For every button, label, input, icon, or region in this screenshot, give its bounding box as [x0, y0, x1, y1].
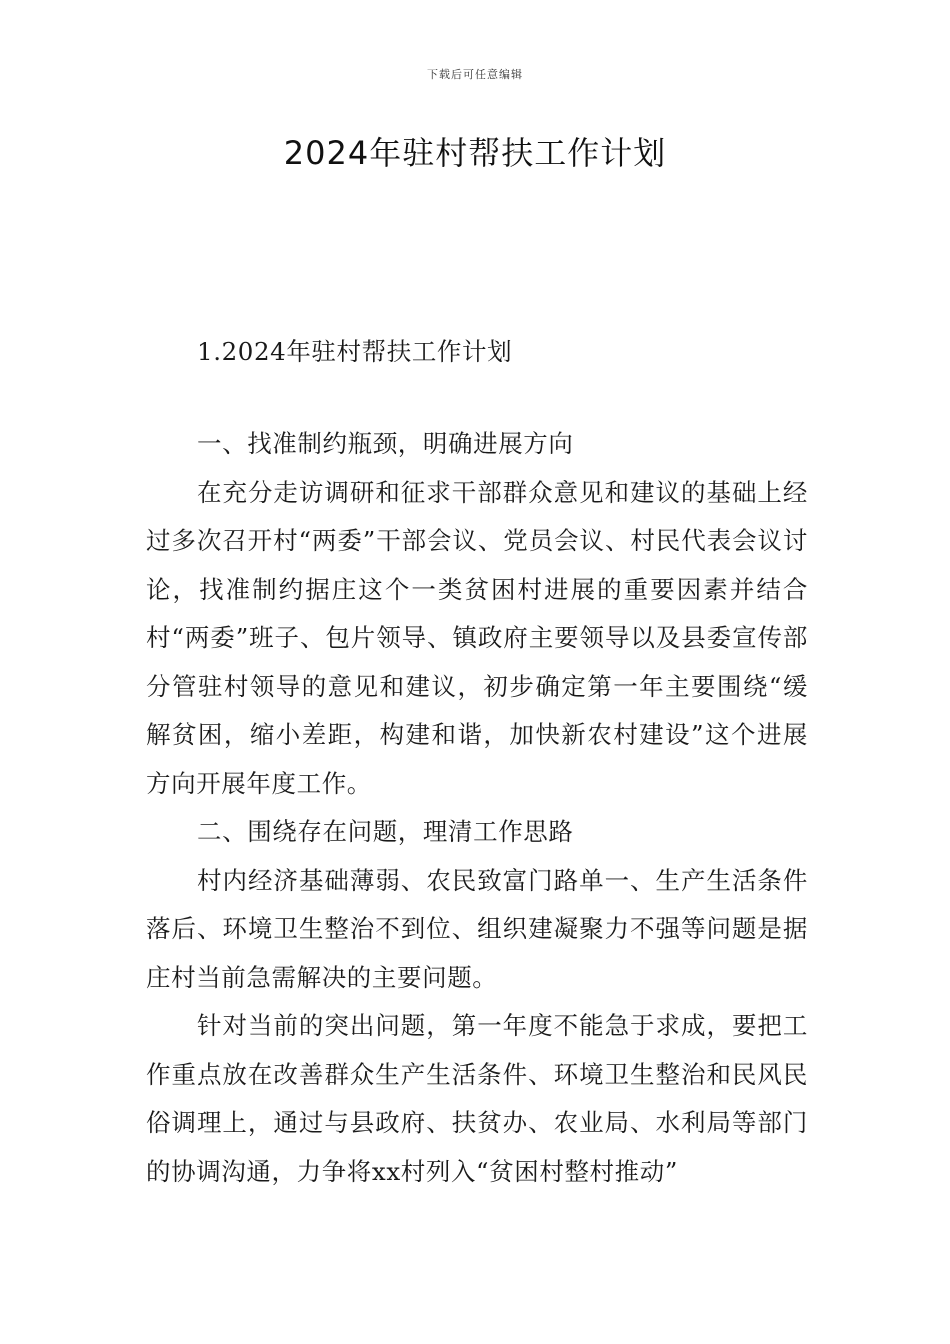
- document-body: [146, 420, 808, 1196]
- section-heading-2: 二、围绕存在问题，理清工作思路: [197, 817, 574, 846]
- section-paragraph-2: 村内经济基础薄弱、农民致富门路单一、生产生活条件落后、环境卫生整治不到位、组织建凝聚力不强等问题是据庄村当前急需解决的主要问题。: [146, 865, 808, 992]
- download-note: 下载后可任意编辑: [427, 68, 523, 81]
- item-heading: 1.2024年驻村帮扶工作计划: [197, 337, 513, 366]
- section-paragraph-3: 针对当前的突出问题，第一年度不能急于求成，要把工作重点放在改善群众生产生活条件、环境卫生整治和民风民俗调理上，通过与县政府、扶贫办、农业局、水利局等部门的协调沟通，力争将xx村列入“贫困村整村推动”: [146, 1011, 808, 1186]
- section-paragraph-1: 在充分走访调研和征求干部群众意见和建议的基础上经过多次召开村“两委”干部会议、党员会议、村民代表会议讨论，找准制约据庄这个一类贫困村进展的重要因素并结合村“两委”班子、包片领导、镇政府主要领导以及县委宣传部分管驻村领导的意见和建议，初步确定第一年主要围绕“缓解贫困，缩小差距，构建和谐，加快新农村建设”这个进展方向开展年度工作。: [146, 477, 808, 798]
- document-title: 2024年驻村帮扶工作计划: [283, 134, 667, 172]
- section-heading-1: 一、找准制约瓶颈，明确进展方向: [197, 429, 574, 458]
